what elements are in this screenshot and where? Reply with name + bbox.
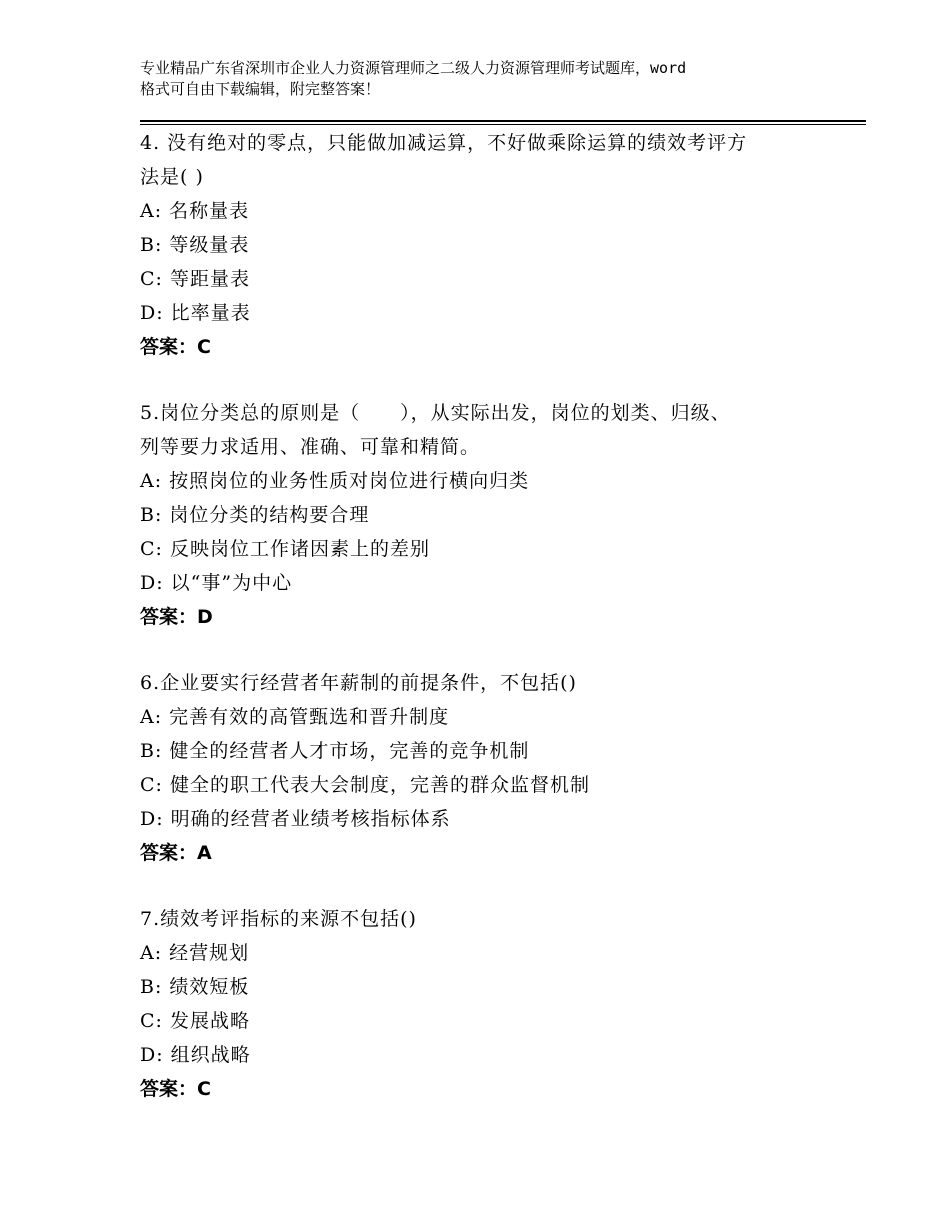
document-header [140,58,830,100]
question-6 [140,666,820,870]
question-list [140,126,820,1138]
option-d: D: 明确的经营者业绩考核指标体系 [140,808,451,830]
question-stem: 6.企业要实行经营者年薪制的前提条件，不包括() [140,672,577,694]
question-4 [140,126,820,364]
header-title-line-2: 格式可自由下载编辑，附完整答案！ [140,80,381,98]
question-stem: 4. 没有绝对的零点，只能做加减运算，不好做乘除运算的绩效考评方 [140,132,748,154]
header-title-line-1: 专业精品广东省深圳市企业人力资源管理师之二级人力资源管理师考试题库，word [140,59,687,77]
question-stem: 列等要力求适用、准确、可靠和精简。 [140,436,481,458]
option-a: A: 完善有效的高管甄选和晋升制度 [140,706,450,728]
answer-label: 答案：D [140,606,213,628]
option-d: D: 组织战略 [140,1044,251,1066]
option-c: C: 等距量表 [140,268,250,290]
option-b: B: 健全的经营者人才市场，完善的竞争机制 [140,740,530,762]
question-7 [140,902,820,1106]
option-d: D: 比率量表 [140,302,251,324]
question-stem: 法是( ) [140,166,204,188]
question-stem: 5.岗位分类总的原则是（ ），从实际出发，岗位的划类、归级、 [140,402,731,424]
question-stem: 7.绩效考评指标的来源不包括() [140,908,417,930]
option-b: B: 岗位分类的结构要合理 [140,504,370,526]
option-d: D: 以“事”为中心 [140,572,293,594]
option-b: B: 绩效短板 [140,976,250,998]
option-a: A: 名称量表 [140,200,250,222]
answer-label: 答案：C [140,1078,211,1100]
header-divider-thin [140,124,866,125]
answer-label: 答案：C [140,336,211,358]
question-5 [140,396,820,634]
option-c: C: 发展战略 [140,1010,250,1032]
answer-label: 答案：A [140,842,212,864]
option-c: C: 健全的职工代表大会制度，完善的群众监督机制 [140,774,590,796]
header-divider-thick [140,120,866,122]
option-a: A: 按照岗位的业务性质对岗位进行横向归类 [140,470,530,492]
option-a: A: 经营规划 [140,942,250,964]
option-b: B: 等级量表 [140,234,250,256]
option-c: C: 反映岗位工作诸因素上的差别 [140,538,430,560]
